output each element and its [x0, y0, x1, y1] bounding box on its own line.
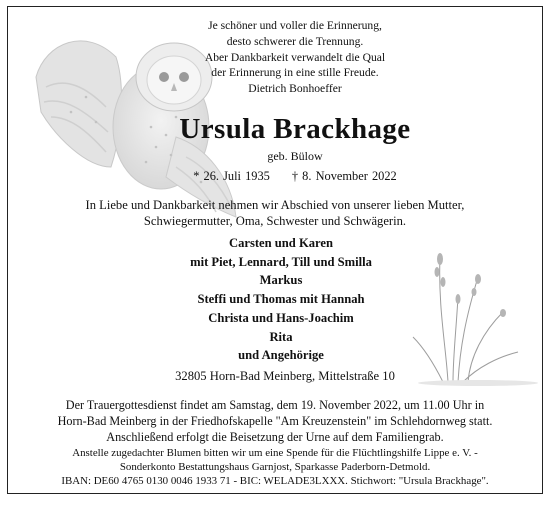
intro-line: In Liebe und Dankbarkeit nehmen wir Abschied von unserer lieben Mutter, [85, 198, 465, 212]
family-member: und Angehörige [238, 348, 324, 363]
donation-line: Anstelle zugedachter Blumen bitten wir um eine Spende für die Flüchtlingshilfe Lippe e. V. - [72, 447, 478, 459]
family-address: 32805 Horn-Bad Meinberg, Mittelstraße 10 [175, 369, 395, 383]
donation-line: IBAN: DE60 4765 0130 0046 1933 71 - BIC: WELADE3LXXX. Stichwort: "Ursula Brackhage". [61, 475, 489, 488]
family-member: Rita [269, 329, 293, 344]
death-date: † 8. November 2022 [291, 169, 397, 183]
family-list [20, 234, 542, 365]
service-line: Horn-Bad Meinberg in der Friedhofskapelle "Am Kreuzenstein" im Schlehdornweg statt. [57, 414, 493, 428]
family-member: Carsten und Karen [228, 236, 334, 250]
quote-line: Aber Dankbarkeit verwandelt die Qual [204, 50, 386, 64]
intro-line: Schwiegermutter, Oma, Schwester und Schwägerin. [143, 214, 407, 228]
quote-line: der Erinnerung in eine stille Freude. [211, 66, 379, 80]
intro-text [8, 197, 542, 229]
donation-info [8, 446, 542, 489]
life-dates [48, 169, 542, 184]
birth-name: geb. Bülow [267, 149, 323, 163]
birth-date: * 26. Juli 1935 [193, 169, 270, 183]
donation-line: Sonderkonto Bestattungshaus Garnjost, Sparkasse Paderborn-Detmold. [119, 461, 431, 474]
family-member: Steffi und Thomas mit Hannah [197, 292, 365, 307]
service-line: Anschließend erfolgt die Beisetzung der Urne auf dem Familiengrab. [106, 430, 444, 444]
family-member: Christa und Hans-Joachim [208, 310, 354, 325]
family-member: mit Piet, Lennard, Till und Smilla [190, 254, 372, 269]
deceased-name: Ursula Brackhage [179, 113, 411, 145]
quote-author: Dietrich Bonhoeffer [248, 82, 342, 96]
quote-line: desto schwerer die Trennung. [226, 34, 364, 48]
quote-line: Je schöner und voller die Erinnerung, [208, 19, 382, 32]
obituary-notice [7, 6, 543, 494]
service-info [8, 397, 542, 445]
service-line: Der Trauergottesdienst findet am Samstag, dem 19. November 2022, um 11.00 Uhr in [65, 398, 485, 412]
family-member: Markus [259, 273, 303, 288]
bonhoeffer-quote [48, 18, 542, 97]
